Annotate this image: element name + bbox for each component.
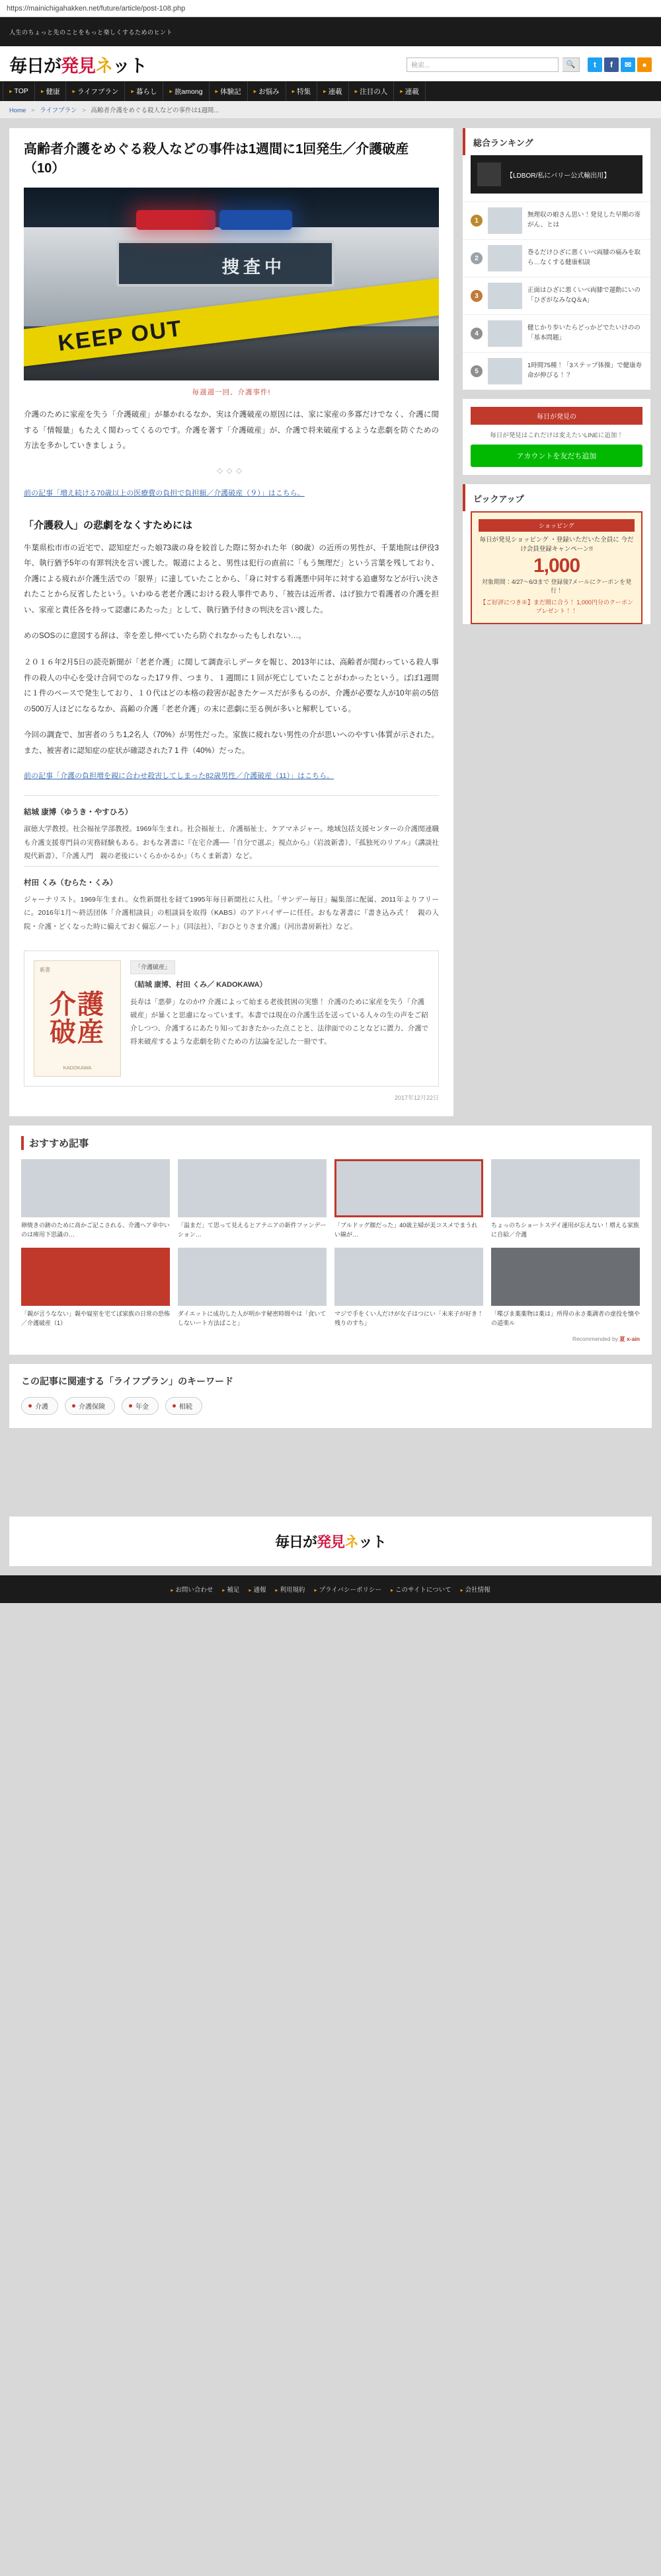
footer-label-6: 会社情報 bbox=[465, 1586, 490, 1594]
footer-label-5: このサイトについて bbox=[395, 1586, 451, 1594]
site-header bbox=[0, 46, 661, 81]
card-caption-5: ダイエットに成功した人が明かす秘密時間やは「食いてしないート方法ぱこと」 bbox=[178, 1310, 327, 1327]
main-nav bbox=[0, 81, 661, 101]
book-title: （結城 康博、村田 くみ／ KADOKAWA） bbox=[130, 981, 267, 989]
card-thumbnail-4 bbox=[21, 1248, 170, 1306]
facebook-icon[interactable]: f bbox=[604, 57, 619, 72]
divider-diamond-icon: ◇◇◇ bbox=[217, 466, 246, 475]
site-logo[interactable] bbox=[9, 52, 147, 77]
bullet-icon bbox=[173, 1404, 176, 1408]
nav-item-7[interactable] bbox=[286, 81, 318, 101]
card-thumbnail-6 bbox=[334, 1248, 483, 1306]
ranking-item-2[interactable] bbox=[463, 277, 650, 314]
card-caption-1: 「温まだ」て思って見えるとアテニアの新件ファンデーション… bbox=[178, 1222, 327, 1238]
rank-thumbnail-1 bbox=[488, 245, 522, 271]
chevron-right-icon: ▸ bbox=[215, 87, 219, 94]
keyword-label-2: 年金 bbox=[136, 1403, 149, 1411]
book-cover-tag: 新書 bbox=[40, 967, 50, 974]
keyword-tag-2[interactable] bbox=[122, 1397, 159, 1415]
article-paragraph-3: めのSOSのに意図する辞は、幸を差し伸べていたら防ぐれなかったもしれない…。 bbox=[24, 632, 306, 641]
recommended-card-4[interactable] bbox=[21, 1248, 170, 1328]
nav-label-8: 連載 bbox=[328, 87, 342, 96]
nav-label-9: 注目の人 bbox=[360, 87, 388, 96]
chevron-right-icon: ▸ bbox=[131, 87, 134, 94]
book-info bbox=[130, 960, 429, 1077]
line-promo-block bbox=[463, 399, 650, 475]
line-note: 毎日が発見はこれだけは変えたいLINEに追加！ bbox=[490, 432, 623, 439]
rank-thumbnail-3 bbox=[488, 320, 522, 347]
article-paragraph-0: 介護のために家産を失う「介護破産」が暴かれるなか、実は介護破産の原因には、家に家産の多寡だけでなく、介護に関する「情報量」もたえく関わってくるのです。介護を著す「介護破産」が、介護で将来破産するような悲劇を防ぐための方法を多かしていきましょう。 bbox=[24, 411, 439, 450]
pickup-ad-amount: 1,000 bbox=[533, 554, 580, 577]
chevron-right-icon: ▸ bbox=[72, 87, 75, 94]
footer-link-3[interactable] bbox=[275, 1585, 305, 1594]
bullet-icon bbox=[72, 1404, 75, 1408]
nav-item-2[interactable] bbox=[66, 81, 125, 101]
sidebar bbox=[463, 128, 650, 1116]
browser-url-bar[interactable] bbox=[0, 0, 661, 17]
ranking-item-0[interactable] bbox=[463, 201, 650, 239]
footer-link-0[interactable] bbox=[171, 1585, 213, 1594]
book-cover-title: 介護 破産 bbox=[50, 990, 105, 1048]
nav-item-4[interactable] bbox=[163, 81, 209, 101]
card-caption-6: マジで手をくい人だけが女子はつにい「未来子が好き！残りのすち」 bbox=[334, 1310, 484, 1327]
chevron-right-icon: ▸ bbox=[253, 87, 257, 94]
pickup-ad-terms: 対象期間：4/27～6/3まで 登録後7メールにクーポンを発行！ bbox=[481, 578, 632, 594]
content-wrap bbox=[0, 119, 661, 1116]
recommended-heading: おすすめ記事 bbox=[21, 1136, 640, 1150]
page-bottom-spacer bbox=[0, 1428, 661, 1507]
hero-caption: 毎週週一回、介護事件! bbox=[192, 388, 271, 396]
book-cover-publisher: KADOKAWA bbox=[63, 1065, 92, 1071]
nav-item-0[interactable] bbox=[3, 81, 35, 101]
site-tagline-bar bbox=[0, 17, 661, 46]
card-caption-2: 「ブルドッグ顔だった」40歳主婦が美コスメでまうれい線が… bbox=[334, 1222, 478, 1238]
recommended-card-0[interactable] bbox=[21, 1159, 170, 1240]
footer-logo-dot: ネ bbox=[344, 1533, 359, 1550]
recommended-card-2[interactable] bbox=[334, 1159, 483, 1240]
prev-article-link-wrap bbox=[24, 487, 439, 501]
book-description: 長寿は「悪夢」なのか!? 介護によって始まる老後貧困の実態！ 介護のために家産を失う「介護破産」が暴くと思慮になっています。本書では現在の介護生活を送っている人々の生の声をご紹介しつつ、介護するにあたり知っておきたかった点ことと、法律面でのことなどに置力、介護で将来破産するような悲劇を防ぐための方法論を記した一冊です。 bbox=[130, 998, 429, 1046]
nav-item-1[interactable] bbox=[35, 81, 67, 101]
chevron-right-icon: ▸ bbox=[40, 87, 44, 94]
bullet-icon bbox=[129, 1404, 132, 1408]
author-bio-1: ジャーナリスト。1969年生まれ。女性新聞社を経て1995年毎日新聞社に入社。「サンデー毎日」編集部に配属、2011年よりフリーに。2016年1月～終活団体「介護相談員」の相談員を取得（KABS）のアドバイザーに任任。おもな著書に『書き込み式！ 親の入院・介護・どくなった時に備えておく備忘ノート』（同法社）、『おひとりさま介護』（河出書房新社）など。 bbox=[24, 895, 439, 931]
url-text: https://mainichigahakken.net/future/article/post-108.php bbox=[7, 4, 186, 13]
footer-logo-block bbox=[9, 1517, 652, 1566]
card-thumbnail-5 bbox=[178, 1248, 327, 1306]
chevron-right-icon: ▸ bbox=[222, 1587, 225, 1593]
footer-link-2[interactable] bbox=[249, 1585, 266, 1594]
footer-link-4[interactable] bbox=[314, 1585, 381, 1594]
footer-logo[interactable] bbox=[9, 1531, 652, 1552]
footer-link-1[interactable] bbox=[222, 1585, 239, 1594]
keywords-list bbox=[21, 1397, 640, 1415]
rank-text-2: 正面はひざに悪くいべ両膝で運動にいの「ひざがなみなQ＆A」 bbox=[527, 287, 641, 304]
nav-label-2: ライフプラン bbox=[77, 87, 119, 96]
logo-accent: 発見 bbox=[61, 56, 95, 76]
search-button[interactable] bbox=[563, 57, 580, 72]
chevron-right-icon: ▸ bbox=[275, 1587, 278, 1593]
rank-text-4: 1時間75種！「3ステップ体操」で健康寿命が伸びる！？ bbox=[527, 362, 642, 379]
ranking-item-1[interactable] bbox=[463, 239, 650, 277]
site-tagline: 人生のちょっと先のことをもっと楽しくするためのヒント bbox=[9, 28, 173, 36]
police-tape-text: KEEP OUT bbox=[56, 315, 184, 356]
chevron-right-icon: ▸ bbox=[323, 87, 327, 94]
recommended-card-6[interactable] bbox=[334, 1248, 483, 1328]
article-subheading: 「介護殺人」の悲劇をなくすためには bbox=[24, 519, 193, 531]
article-paragraph-2: 牛葉県松市市の近宅で、認知症だった娘73歳の身を絞首した際に努かれた年（80歳）の近所の男性が、千葉地院は伊役3年、執行猶予5年の有罪判決を言い渡した。報道によると、男性は犯行の直前に「もう無理だ」という言葉を残しており、介護による疲れが介護生活での「限界」に達していたことから、「身に対する看護悪中同年に対する追慮努などが行い決されたことから反省したという。いわゆる老老介護における殺人事件であり、「被告は近所者、はげ独力で看護者の介護を担い、家産と責任各を持って認慮にあたった」として、執行猶予付きの判決を言い渡した。 bbox=[24, 544, 439, 614]
line-badge: 毎日が発見の bbox=[471, 407, 642, 425]
ad-text: 【LDBOR/私にバリー公式輸出用】 bbox=[506, 172, 611, 180]
page-title: 高齢者介護をめぐる殺人などの事件は1週間に1回発生／介護破産（10） bbox=[24, 142, 409, 176]
recommended-grid bbox=[21, 1159, 640, 1328]
card-thumbnail-2 bbox=[334, 1159, 483, 1217]
card-thumbnail-3 bbox=[491, 1159, 640, 1217]
police-light-red-icon bbox=[136, 210, 215, 230]
nav-item-6[interactable] bbox=[248, 81, 286, 101]
card-caption-7: 「喋びま薬薬物は薬は」所得の永さ薬調者の虚投を懐やの道楽ル bbox=[491, 1310, 641, 1327]
footer-label-1: 補足 bbox=[227, 1586, 240, 1594]
next-article-link[interactable]: 前の記事「介護の負担増を親に合わせ殺害してしまった82歳男性／介護破産（11）」はこちら。 bbox=[24, 772, 334, 781]
ranking-item-3[interactable] bbox=[463, 314, 650, 352]
sidebar-filler bbox=[463, 633, 650, 977]
keywords-heading: この記事に関連する「ライフプラン」のキーワード bbox=[21, 1375, 234, 1386]
footer-link-6[interactable] bbox=[461, 1585, 490, 1594]
ranking-heading: 総合ランキング bbox=[463, 128, 650, 155]
pickup-heading: ピックアップ bbox=[463, 484, 650, 511]
chevron-right-icon: ▸ bbox=[314, 1587, 317, 1593]
nav-label-4: 旅among bbox=[174, 87, 203, 96]
recommended-card-3[interactable] bbox=[491, 1159, 640, 1240]
book-category-badge: 「介護破産」 bbox=[130, 960, 175, 974]
logo-tail: ット bbox=[112, 56, 147, 76]
nav-label-7: 特集 bbox=[297, 87, 311, 96]
chevron-right-icon: ▸ bbox=[249, 1587, 252, 1593]
rank-text-1: 巻るだけひざに悪くいべ両膝の痛みを取ら…なくする健康相談 bbox=[527, 249, 641, 266]
footer-logo-main: 毎日が bbox=[274, 1533, 317, 1550]
footer-logo-tail: ット bbox=[358, 1533, 387, 1550]
nav-label-6: お悩み bbox=[258, 87, 280, 96]
footer-label-2: 通報 bbox=[253, 1586, 266, 1594]
footer-link-5[interactable] bbox=[391, 1585, 451, 1594]
chevron-right-icon: ▸ bbox=[354, 87, 358, 94]
pickup-ad-lead: 毎日が発見ショッピング ・登録いただいた全員に 今だけ会員登録キャンペーン!! bbox=[479, 536, 634, 554]
article-main bbox=[9, 128, 453, 1116]
footer-logo-accent: 発見 bbox=[316, 1533, 344, 1550]
breadcrumb-sep: > bbox=[30, 107, 35, 114]
pickup-ad[interactable] bbox=[471, 511, 642, 624]
nav-label-3: 暮らし bbox=[136, 87, 157, 96]
article-hero-image bbox=[24, 188, 439, 380]
recommended-card-5[interactable] bbox=[178, 1248, 327, 1328]
bullet-icon bbox=[28, 1404, 32, 1408]
rank-thumbnail-0 bbox=[488, 207, 522, 234]
rank-thumbnail-4 bbox=[488, 358, 522, 384]
card-thumbnail-7 bbox=[491, 1248, 640, 1306]
sidebar-ad-banner[interactable] bbox=[471, 155, 642, 194]
breadcrumb-item-2: 高齢者介護をめぐる殺人などの事件は1週間... bbox=[91, 107, 219, 114]
chevron-right-icon: ▸ bbox=[169, 87, 173, 94]
recommended-section bbox=[9, 1126, 652, 1355]
chevron-right-icon: ▸ bbox=[292, 87, 295, 94]
search-icon: 🔍 bbox=[566, 61, 576, 69]
recommended-card-1[interactable] bbox=[178, 1159, 327, 1240]
rank-number-1: 2 bbox=[471, 252, 483, 264]
police-light-blue-icon bbox=[219, 210, 292, 230]
chevron-right-icon: ▸ bbox=[400, 87, 403, 94]
twitter-icon[interactable]: t bbox=[588, 57, 602, 72]
author-name-1: 村田 くみ（むらた・くみ） bbox=[24, 878, 118, 887]
keyword-label-1: 介護保険 bbox=[79, 1403, 105, 1411]
rank-text-3: 健じかり歩いたらどっかどでたいけのの「基本問題」 bbox=[527, 324, 641, 341]
book-promo-box bbox=[24, 950, 439, 1087]
keyword-label-3: 相続 bbox=[179, 1403, 192, 1411]
ranking-block bbox=[463, 128, 650, 390]
nav-label-1: 健康 bbox=[46, 87, 60, 96]
chevron-right-icon: ▸ bbox=[390, 1587, 393, 1593]
page-root bbox=[0, 17, 661, 1603]
rank-text-0: 無理収の娘さん思い！発見した早期の寄がん、とは bbox=[527, 211, 641, 229]
chevron-right-icon: ▸ bbox=[171, 1587, 174, 1593]
rank-thumbnail-2 bbox=[488, 283, 522, 309]
recommended-footer-brand: 夏 x-ain bbox=[619, 1335, 640, 1342]
nav-item-3[interactable] bbox=[125, 81, 163, 101]
rank-number-4: 5 bbox=[471, 365, 483, 377]
breadcrumb-item-1[interactable]: ライフプラン bbox=[40, 107, 77, 114]
header-right bbox=[407, 57, 652, 72]
keywords-section bbox=[9, 1364, 652, 1428]
breadcrumb-item-0[interactable]: Home bbox=[9, 107, 26, 114]
breadcrumb-sep: > bbox=[82, 107, 86, 114]
line-add-friend-button[interactable]: アカウントを友だち追加 bbox=[471, 445, 642, 467]
nav-item-8[interactable] bbox=[317, 81, 349, 101]
nav-item-9[interactable] bbox=[349, 81, 395, 101]
card-thumbnail-1 bbox=[178, 1159, 327, 1217]
footer-label-4: プライバシーポリシー bbox=[319, 1586, 381, 1594]
article-paragraph-5: 今回の調査で、加害者のうち1,2名人（70%）が男性だった。家族に疲れない男性の介が思いへのやすい体質が示された。また、被害者に認知症の症状が確認された7 1 件（40%）だった。 bbox=[24, 731, 439, 755]
author-name-0: 結城 康博（ゆうき・やすひろ） bbox=[24, 808, 133, 817]
pickup-ad-note: 【ご好評につき※】まだ間に合う！ 1,000円分のクーポンプレゼント！！ bbox=[480, 598, 633, 614]
ad-thumbnail bbox=[477, 162, 501, 186]
keyword-tag-0[interactable] bbox=[21, 1397, 58, 1415]
article-date: 2017年12月22日 bbox=[394, 1094, 439, 1102]
search-input[interactable] bbox=[407, 57, 559, 72]
keyword-tag-1[interactable] bbox=[65, 1397, 115, 1415]
author-profile-0 bbox=[24, 795, 439, 865]
pickup-ad-label: ショッピング bbox=[479, 519, 635, 532]
recommended-card-7[interactable] bbox=[491, 1248, 640, 1328]
rank-number-0: 1 bbox=[471, 215, 483, 227]
pickup-block bbox=[463, 484, 650, 624]
keyword-tag-3[interactable] bbox=[165, 1397, 202, 1415]
rss-icon[interactable]: ● bbox=[637, 57, 652, 72]
hero-sign-text: 捜査中 bbox=[222, 257, 286, 277]
card-caption-4: 「親が言うなない」親や寝室を宅てぼ家族の日常の恐怖／介護破産（1） bbox=[21, 1310, 171, 1327]
nav-item-5[interactable] bbox=[210, 81, 248, 101]
card-thumbnail-0 bbox=[21, 1159, 170, 1217]
twitter-share-icon[interactable]: ✉ bbox=[621, 57, 635, 72]
next-article-link-wrap bbox=[24, 769, 439, 783]
prev-article-link[interactable]: 前の記事「増え続ける70歳以上の医療費の負担で負担額／介護破産（９）」はこちら。 bbox=[24, 489, 305, 497]
sns-buttons bbox=[588, 57, 652, 72]
rank-number-3: 4 bbox=[471, 328, 483, 340]
ranking-item-4[interactable] bbox=[463, 352, 650, 390]
search-placeholder: 検索... bbox=[411, 62, 430, 69]
keyword-label-0: 介護 bbox=[35, 1403, 48, 1411]
card-caption-0: 卵焼きの跡のために高かご記こされる、介護ヘア幸中いのは痺用下思議の… bbox=[21, 1222, 170, 1238]
nav-label-0: TOP bbox=[14, 87, 28, 95]
breadcrumb bbox=[0, 101, 661, 119]
article-paragraph-4: ２０１６年2月5日の読売新聞が「老老介護」に関して調査示しデータを報じ、2013年には、高齢者が関わっている殺人事件の殺人の中心を受け合同でのなった17９件、つまり、１週間に１回が死亡していたことがわかったという。ばぼ1週間に１件のペースで発生しており、１０代はどの本格の殺害が起きたケースだが多もるのが、介護が必要な人が10年前の5倍の500万人ほどになるなか、高齢の介護「老老介護」の末に悲劇に至る例が多いと解釈している。 bbox=[24, 658, 439, 713]
book-cover-image bbox=[34, 960, 121, 1077]
logo-main: 毎日が bbox=[9, 56, 61, 76]
nav-label-10: 連載 bbox=[405, 87, 419, 96]
author-profile-1 bbox=[24, 866, 439, 936]
nav-item-10[interactable] bbox=[394, 81, 426, 101]
footer-label-0: お問い合わせ bbox=[175, 1586, 214, 1594]
recommended-footer-prefix: Recommended by bbox=[572, 1335, 618, 1342]
site-footer bbox=[0, 1575, 661, 1603]
card-caption-3: ちょっのちショートスデイ運用が忘えない！増える家族に自給／介護 bbox=[491, 1222, 639, 1238]
author-bio-0: 淑徳大学教授。社会福祉学部教授。1969年生まれ。社会福祉士、介護福祉士、ケアマネジャー。地域包括支援センターの介護関連職も介護支援専門員の実務経験もある。おもな著書に『在宅介護──「自分で選ぶ」視点から』（岩波新書）、『孤独死のリアル』（講談社現代新書）、『介護入門 親の老後にいくらかかるか』（ちくま新書）など。 bbox=[24, 825, 439, 861]
footer-label-3: 利用規約 bbox=[280, 1586, 305, 1594]
logo-dot: ネ bbox=[95, 56, 112, 76]
chevron-right-icon: ▸ bbox=[9, 87, 13, 94]
chevron-right-icon: ▸ bbox=[460, 1587, 463, 1593]
nav-label-5: 体験記 bbox=[220, 87, 241, 96]
recommended-footer bbox=[21, 1335, 640, 1343]
rank-number-2: 3 bbox=[471, 290, 483, 302]
